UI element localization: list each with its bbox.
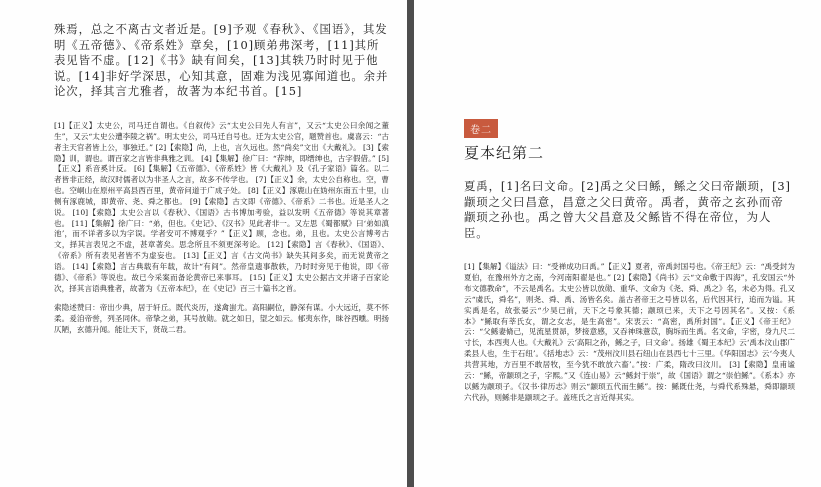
right-annotations: [1]【集解】《谥法》曰：“受禅成功曰禹。”【正义】夏者，帝禹封国号也。《帝王纪》云：“禹受封为夏伯，在豫州外方之南，今河南阳翟是也。” [2]【索隐】《尚书》云“文命敷于四海”，孔安国云“外布文德教命”，不云是禹名。太史公皆以放勋、重华、文命为《尧、舜、禹之》名，未必为得。孔又云“虞氏，舜名”，则尧、舜、禹、汤皆名矣。盖古者帝王之号皆以名，后代因其行，追而为谥。其实禹是名，故张晏云“少昊已前，天下之号象其德；颛顼已来，天下之号因其名”。又按：《系本》“鲧取有莘氏女，谓之女志，是生高密”。宋衷云：“高密，禹所封国”。【正义】《帝王纪》云：“父鲧妻脩己，见流星贯昴，梦接意感，又吞神珠薏苡，胸坼而生禹。名文命，字密，身九尺二寸长，本西夷人也。《大戴礼》云‘高阳之孙，鲧之子，曰文命’。扬雄《蜀王本纪》云‘禹本汶山郡广柔县人也，生于石纽’。《括地志》云：“茂州汶川县石纽山在县西七十三里。《华阳国志》云‘今夷人共营其地，方百里不敢居牧，至今犹不敢放六畜’。”按：广柔，隋改曰汶川。 [3]【索隐】皇甫谧云：“鲧，帝颛顼之子，字熙。”又《连山易》云“鲧封于崇”，故《国语》谓之“崇伯鲧”。《系本》亦以鲧为颛顼子。《汉书·律历志》则云“颛顼五代而生鲧”。按：鲧既仕尧，与舜代系殊悬，舜即颛顼六代孙，则鲧非是颛顼之子。盖班氏之言近得其实。 <box>464 262 795 402</box>
right-main-text: 夏禹，[1]名曰文命。[2]禹之父曰鲧，鲧之父曰帝颛顼，[3]颛顼之父曰昌意，昌意之父曰黄帝。禹者，黄帝之玄孙而帝颛顼之孙也。禹之曾大父昌意及父鲧皆不得在帝位，为人臣。 <box>464 179 791 240</box>
right-page <box>414 0 821 487</box>
page-divider <box>407 0 414 487</box>
chapter-label: 卷二 <box>464 119 498 138</box>
left-annotations: [1]【正义】太史公，司马迁自谓也。《自叙传》云“太史公曰先人有言”，又云“太史公曰余闻之董生”，又云“太史公遭李陵之祸”。明太史公，司马迁自号也。迁为太史公官，题赞首也。虞喜云：“古者主天官者皆上公，事独迁。” [2]【索隐】尚，上也，言久远也。然“尚矣”文出《大戴礼》。 [3]【索隐】训，谓也。谓百家之言皆非典雅之训。 [4]【集解】徐广曰：“荐绅，即缙绅也，古字假借。” [5]【正义】系音奚计反。 [6]【集解】《五帝德》、《帝系姓》皆《大戴礼》及《孔子家语》篇名。以二者皆非正经，故汉时儒者以为非圣人之言，故多不传学也。 [7]【正义】余，太史公自称也。空，曹也。空峒山在原州平高县西百里，黄帝问道于广成子处。 [8]【正义】涿鹿山在妫州东南五十里，山侧有涿鹿城，即黄帝、尧、舜之都也。 [9]【索隐】古文即《帝德》、《帝系》二书也。近是圣人之说。 [10]【索隐】太史公言以《春秋》、《国语》古书博加考验，益以发明《五帝德》等说其章著也。 [11]【集解】徐广曰：“弟，但也。《史记》、《汉书》见此者非一。又左思《蜀都赋》曰‘弟如滇池’，而不详者多以为字误。学者安可不博观乎？”【正义】顾，念也。弟，且也。太史公言博考古文，择其言表见之不虚，甚章著矣。思念所且不须更深考论。 [12]【索隐】言《春秋》、《国语》、《帝系》所有表见者皆不为虚妄也。 [13]【正义】言《古文尚书》缺失其间多矣，而无说黄帝之语。 [14]【索隐】言古典载有年载，故计“有间”。然帝皇遗事散轶，乃时时旁见于他说，即《帝德》、《帝系》等说也。故已今采案而备论黄帝已来事耳。 [15]【正义】太史公据古文并诸子百家论次，择其言语典雅者，故著为《五帝本纪》，在《史记》百三十篇书之首。 <box>54 120 389 293</box>
chapter-title: 夏本纪第二 <box>464 144 545 162</box>
left-page <box>0 0 407 487</box>
left-commentary-summary: 索隐述赞曰：帝出少典，居于轩丘。既代炎历，遂禽蚩尤。高阳嗣位，静深有谋。小大远近，莫不怀柔。爰洎帝喾，列圣同休。帝挚之弟，其号放勋。就之如日，望之如云。郁夷东作，昧谷西曛。明扬仄陋，玄德升闻。能让天下，贤哉二君。 <box>54 303 389 335</box>
left-main-text: 殊焉，总之不离古文者近是。[9]予观《春秋》、《国语》，其发明《五帝德》、《帝系姓》章矣，[10]顾弟弗深考，[11]其所表见皆不虚。[12]《书》缺有间矣，[13]其轶乃时时见于他说。[14]非好学深思，心知其意，固难为浅见寡闻道也。余并论次，择其言尤雅者，故著为本纪书首。[15] <box>54 22 389 99</box>
